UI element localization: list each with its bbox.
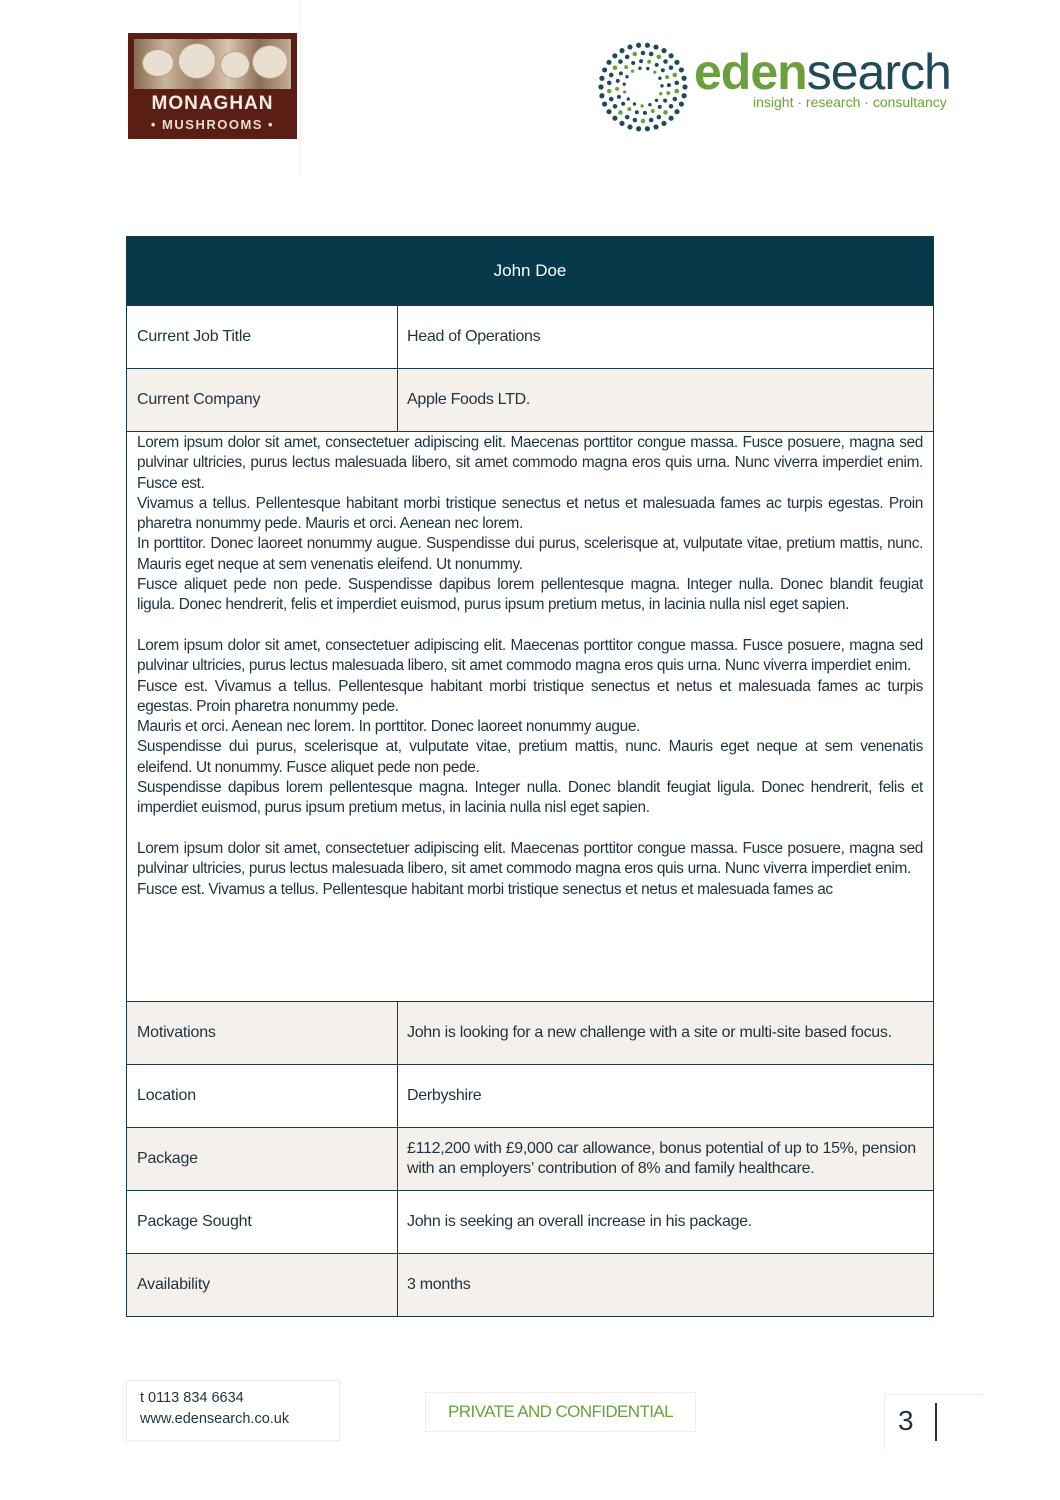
monaghan-logo-line2: • MUSHROOMS • [150, 117, 275, 132]
candidate-name: John Doe [493, 261, 567, 280]
confidential-label [425, 1392, 696, 1432]
profile-name-header [127, 237, 933, 305]
edensearch-logo [596, 40, 966, 135]
table-row-package [127, 1127, 933, 1190]
row-label: Package Sought [127, 1191, 398, 1253]
page-number: 3 [898, 1405, 914, 1436]
row-value: Apple Foods LTD. [407, 391, 530, 408]
confidential-text: PRIVATE AND CONFIDENTIAL [448, 1402, 673, 1421]
row-label: Availability [127, 1254, 398, 1316]
row-label: Location [127, 1065, 398, 1127]
candidate-profile-table [126, 236, 934, 1317]
table-row-location [127, 1064, 933, 1127]
row-label: Motivations [127, 1002, 398, 1064]
row-value: John is looking for a new challenge with a site or multi-site based focus. [407, 1024, 892, 1041]
row-value: 3 months [407, 1276, 471, 1293]
bio-paragraph: Suspendisse dapibus lorem pellentesque magna. Integer nulla. Donec blandit feugiat ligula. Donec hendrerit, felis et imperdiet euismod, purus ipsum pretium metus, in lacinia nulla nisl eget sapien. [137, 779, 923, 817]
wordmark-search: search [806, 44, 951, 100]
table-row-availability [127, 1253, 933, 1316]
bio-spacer [137, 616, 923, 636]
row-label: Current Job Title [127, 306, 398, 368]
footer-phone: t 0113 834 6634 [140, 1390, 244, 1406]
bio-paragraph: Lorem ipsum dolor sit amet, consectetuer adipiscing elit. Maecenas porttitor congue massa. Fusce posuere, magna sed pulvinar ultricies, purus lectus malesuada libero, sit amet commodo magna eros quis urna. Nunc viverra imperdiet enim. [137, 839, 923, 878]
page-number-bar [935, 1403, 937, 1441]
bio-spacer [137, 819, 923, 839]
candidate-bio [127, 431, 933, 1001]
table-row-package-sought [127, 1190, 933, 1253]
bio-paragraph: Lorem ipsum dolor sit amet, consectetuer adipiscing elit. Maecenas porttitor congue massa. Fusce posuere, magna sed pulvinar ultricies, purus lectus malesuada libero, sit amet commodo magna eros quis urna. Nunc viverra imperdiet enim. Fusce est. [137, 434, 923, 492]
edensearch-dot-ring-icon [596, 40, 690, 134]
page-number-box [884, 1394, 982, 1450]
bio-paragraph: Fusce est. Vivamus a tellus. Pellentesque habitant morbi tristique senectus et netus et malesuada fames ac turpis egestas. Proin pharetra nonummy pede. [137, 677, 923, 715]
edensearch-tagline: insight · research · consultancy [753, 94, 947, 110]
table-row-job-title [127, 305, 933, 368]
bio-paragraph: Fusce est. Vivamus a tellus. Pellentesque habitant morbi tristique senectus et netus et malesuada fames ac [137, 880, 833, 898]
footer-website-link[interactable]: www.edensearch.co.uk [140, 1411, 290, 1427]
table-row-motivations [127, 1001, 933, 1064]
edensearch-wordmark [694, 44, 951, 100]
row-value: £112,200 with £9,000 car allowance, bonus potential of up to 15%, pension with an employers’ contribution of 8% and family healthcare. [407, 1140, 916, 1177]
bio-paragraph: Lorem ipsum dolor sit amet, consectetuer adipiscing elit. Maecenas porttitor congue massa. Fusce posuere, magna sed pulvinar ultricies, purus lectus malesuada libero, sit amet commodo magna eros quis urna. Nunc viverra imperdiet enim. [137, 636, 923, 675]
bio-paragraph: Vivamus a tellus. Pellentesque habitant morbi tristique senectus et netus et malesuada fames ac turpis egestas. Proin pharetra nonummy pede. Mauris et orci. Aenean nec lorem. [137, 494, 923, 533]
bio-paragraph: Suspendisse dui purus, scelerisque at, vulputate vitae, pretium mattis, nunc. Mauris eget neque at sem venenatis eleifend. Ut nonummy. Fusce aliquet pede non pede. [137, 738, 923, 776]
header-divider [300, 0, 301, 178]
bio-paragraph: Fusce aliquet pede non pede. Suspendisse dapibus lorem pellentesque magna. Integer nulla. Donec blandit feugiat ligula. Donec hendrerit, felis et imperdiet euismod, purus ipsum pretium metus, in lacinia nulla nisl eget sapien. [137, 576, 923, 614]
row-label: Current Company [127, 369, 398, 431]
monaghan-logo-line1: MONAGHAN [151, 93, 274, 114]
mushroom-photo-strip [134, 39, 291, 89]
bio-paragraph: Mauris et orci. Aenean nec lorem. In porttitor. Donec laoreet nonummy augue. [137, 718, 640, 736]
table-row-company [127, 368, 933, 431]
row-value: Head of Operations [407, 328, 541, 345]
monaghan-mushrooms-logo [128, 33, 297, 139]
footer-contact-box [126, 1380, 340, 1441]
row-value: John is seeking an overall increase in his package. [407, 1213, 752, 1230]
bio-paragraph: In porttitor. Donec laoreet nonummy augue. Suspendisse dui purus, scelerisque at, vulputate vitae, pretium mattis, nunc. Mauris eget neque at sem venenatis eleifend. Ut nonummy. [137, 535, 923, 573]
wordmark-eden: eden [694, 44, 807, 100]
row-value: Derbyshire [407, 1087, 482, 1104]
row-label: Package [127, 1128, 398, 1190]
